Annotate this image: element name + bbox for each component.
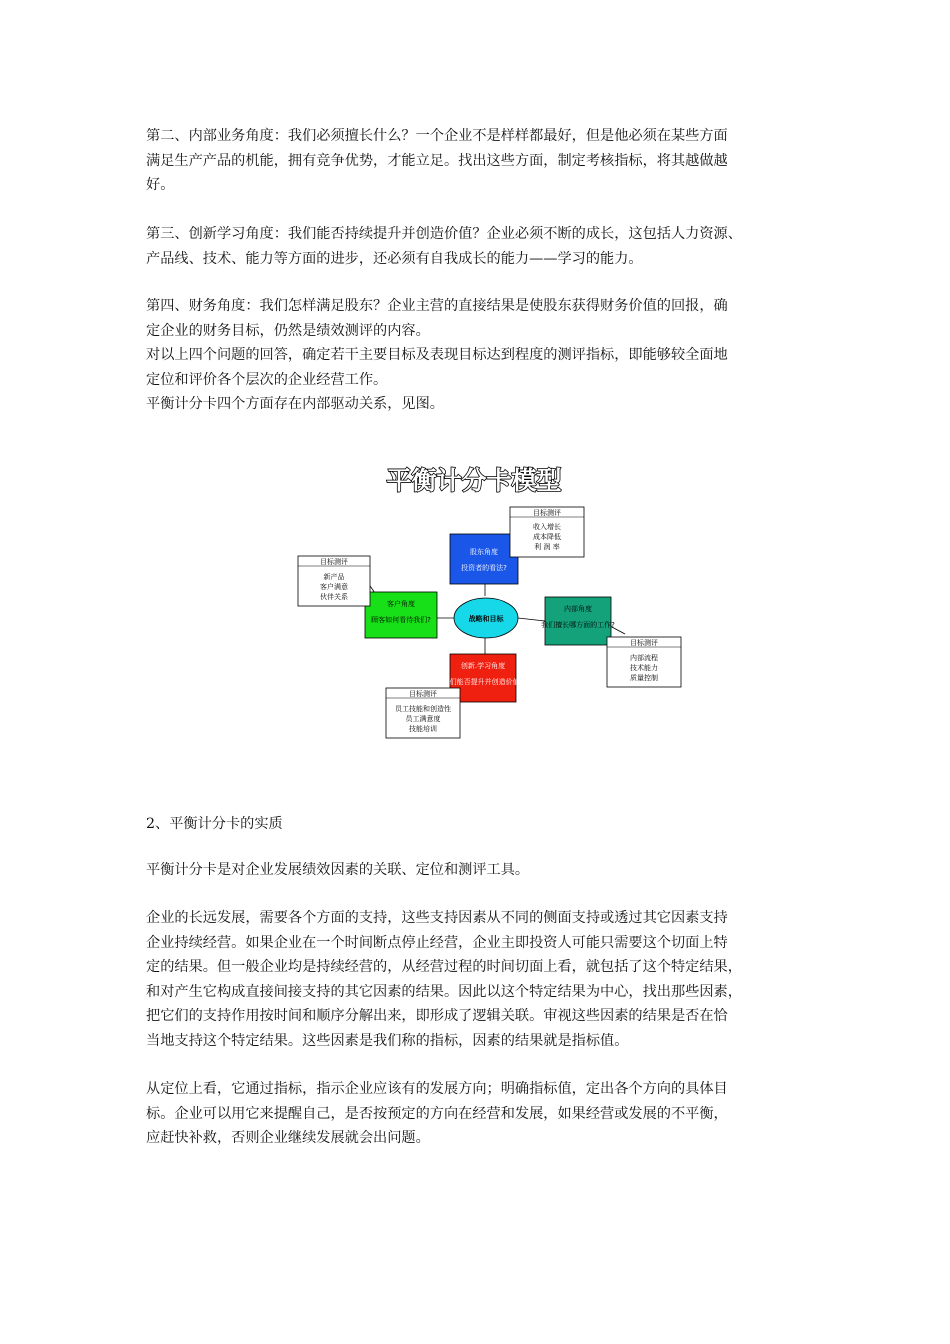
center-ellipse: [454, 598, 518, 638]
internal-metric-1: 内部流程: [630, 654, 658, 662]
customer-eval-box: [298, 556, 370, 606]
learning-metric-1: 员工技能和创造性: [395, 705, 451, 713]
learning-metric-2: 员工满意度: [405, 715, 441, 723]
internal-metric-3: 质量控制: [630, 674, 658, 682]
customer-box: [365, 592, 437, 638]
text-line: 满足生产产品的机能，拥有竞争优势，才能立足。找出这些方面，制定考核指标，将其越做越: [146, 152, 728, 169]
paragraph-definition: [146, 858, 814, 883]
learning-eval-box: [386, 688, 460, 738]
learning-metric-3: 技能培训: [409, 725, 437, 733]
text-line: 平衡计分卡是对企业发展绩效因素的关联、定位和测评工具。: [146, 862, 530, 878]
text-line: 当地支持这个特定结果。这些因素是我们称的指标，因素的结果就是指标值。: [146, 1032, 629, 1049]
shareholder-eval-box: [510, 507, 584, 557]
text-line: 定企业的财务目标，仍然是绩效测评的内容。: [146, 322, 430, 339]
shareholder-question: 投资者的看法?: [461, 564, 507, 572]
shareholder-box: [450, 534, 518, 584]
text-line: 标。企业可以用它来提醒自己，是否按预定的方向在经营和发展，如果经营或发展的不平衡，: [146, 1105, 728, 1122]
customer-metric-1: 新产品: [323, 573, 345, 581]
text-line: 产品线、技术、能力等方面的进步，还必须有自我成长的能力——学习的能力。: [146, 250, 643, 267]
text-line: 好。: [146, 177, 175, 193]
shareholder-title: 股东角度: [470, 548, 498, 556]
learning-question: 我们能否提升并创造价值?: [442, 678, 524, 686]
text-line: 企业的长远发展，需要各个方面的支持，这些支持因素从不同的侧面支持或透过其它因素支持: [146, 910, 728, 926]
learning-title: 创新.学习角度: [460, 662, 506, 670]
text-line: 定位和评价各个层次的企业经营工作。: [146, 371, 388, 388]
shareholder-metric-2: 成本降低: [533, 533, 561, 541]
customer-eval-label: 目标测评: [320, 558, 348, 566]
internal-eval-box: [607, 637, 681, 687]
internal-eval-label: 目标测评: [630, 639, 658, 647]
text-line: 企业持续经营。如果企业在一个时间断点停止经营，企业主即投资人可能只需要这个切面上特: [146, 934, 728, 951]
text-line: 对以上四个问题的回答，确定若干主要目标及表现目标达到程度的测评指标，即能够较全面地: [146, 347, 728, 363]
paragraph-internal-business: [146, 124, 814, 198]
text-line: 平衡计分卡四个方面存在内部驱动关系，见图。: [146, 396, 444, 412]
internal-metric-2: 技术能力: [630, 664, 658, 672]
internal-title: 内部角度: [564, 605, 592, 613]
internal-box: [541, 597, 615, 645]
text-line: 第三、创新学习角度：我们能否持续提升并创造价值？企业必须不断的成长，这包括人力资源、: [146, 226, 742, 242]
customer-question: 顾客如何看待我们?: [371, 616, 431, 624]
internal-question: 我们擅长哪方面的工作?: [541, 621, 615, 629]
shareholder-metric-3: 利 润 率: [534, 543, 560, 551]
balanced-scorecard-diagram: [290, 456, 690, 746]
paragraph-positioning: [146, 1077, 814, 1151]
text-line: 第二、内部业务角度：我们必须擅长什么？一个企业不是样样都最好，但是他必须在某些方面: [146, 128, 728, 144]
learning-eval-label: 目标测评: [409, 690, 437, 698]
paragraph-financial: [146, 294, 814, 417]
text-line: 第四、财务角度：我们怎样满足股东？企业主营的直接结果是使股东获得财务价值的回报，确: [146, 298, 728, 314]
text-line: 应赶快补救，否则企业继续发展就会出问题。: [146, 1130, 430, 1146]
paragraph-innovation-learning: [146, 222, 814, 271]
customer-title: 客户角度: [387, 600, 415, 608]
diagram-title: 平衡计分卡模型: [386, 466, 562, 495]
customer-metric-3: 伙伴关系: [320, 593, 348, 601]
text-line: 把它们的支持作用按时间和顺序分解出来，即形成了逻辑关联。审视这些因素的结果是否在恰: [146, 1008, 728, 1024]
section-heading: 2、平衡计分卡的实质: [146, 816, 283, 832]
shareholder-eval-label: 目标测评: [533, 509, 561, 517]
center-label: 战略和目标: [468, 615, 504, 623]
shareholder-metric-1: 收入增长: [533, 523, 561, 531]
text-line: 定的结果。但一般企业均是持续经营的，从经营过程的时间切面上看，就包括了这个特定结果，: [146, 959, 742, 975]
text-line: 和对产生它构成直接间接支持的其它因素的结果。因此以这个特定结果为中心，找出那些因素，: [146, 983, 742, 1000]
paragraph-long-term-development: [146, 906, 814, 1053]
customer-metric-2: 客户满意: [320, 583, 348, 591]
text-line: 从定位上看，它通过指标，指示企业应该有的发展方向；明确指标值，定出各个方向的具体目: [146, 1081, 728, 1097]
